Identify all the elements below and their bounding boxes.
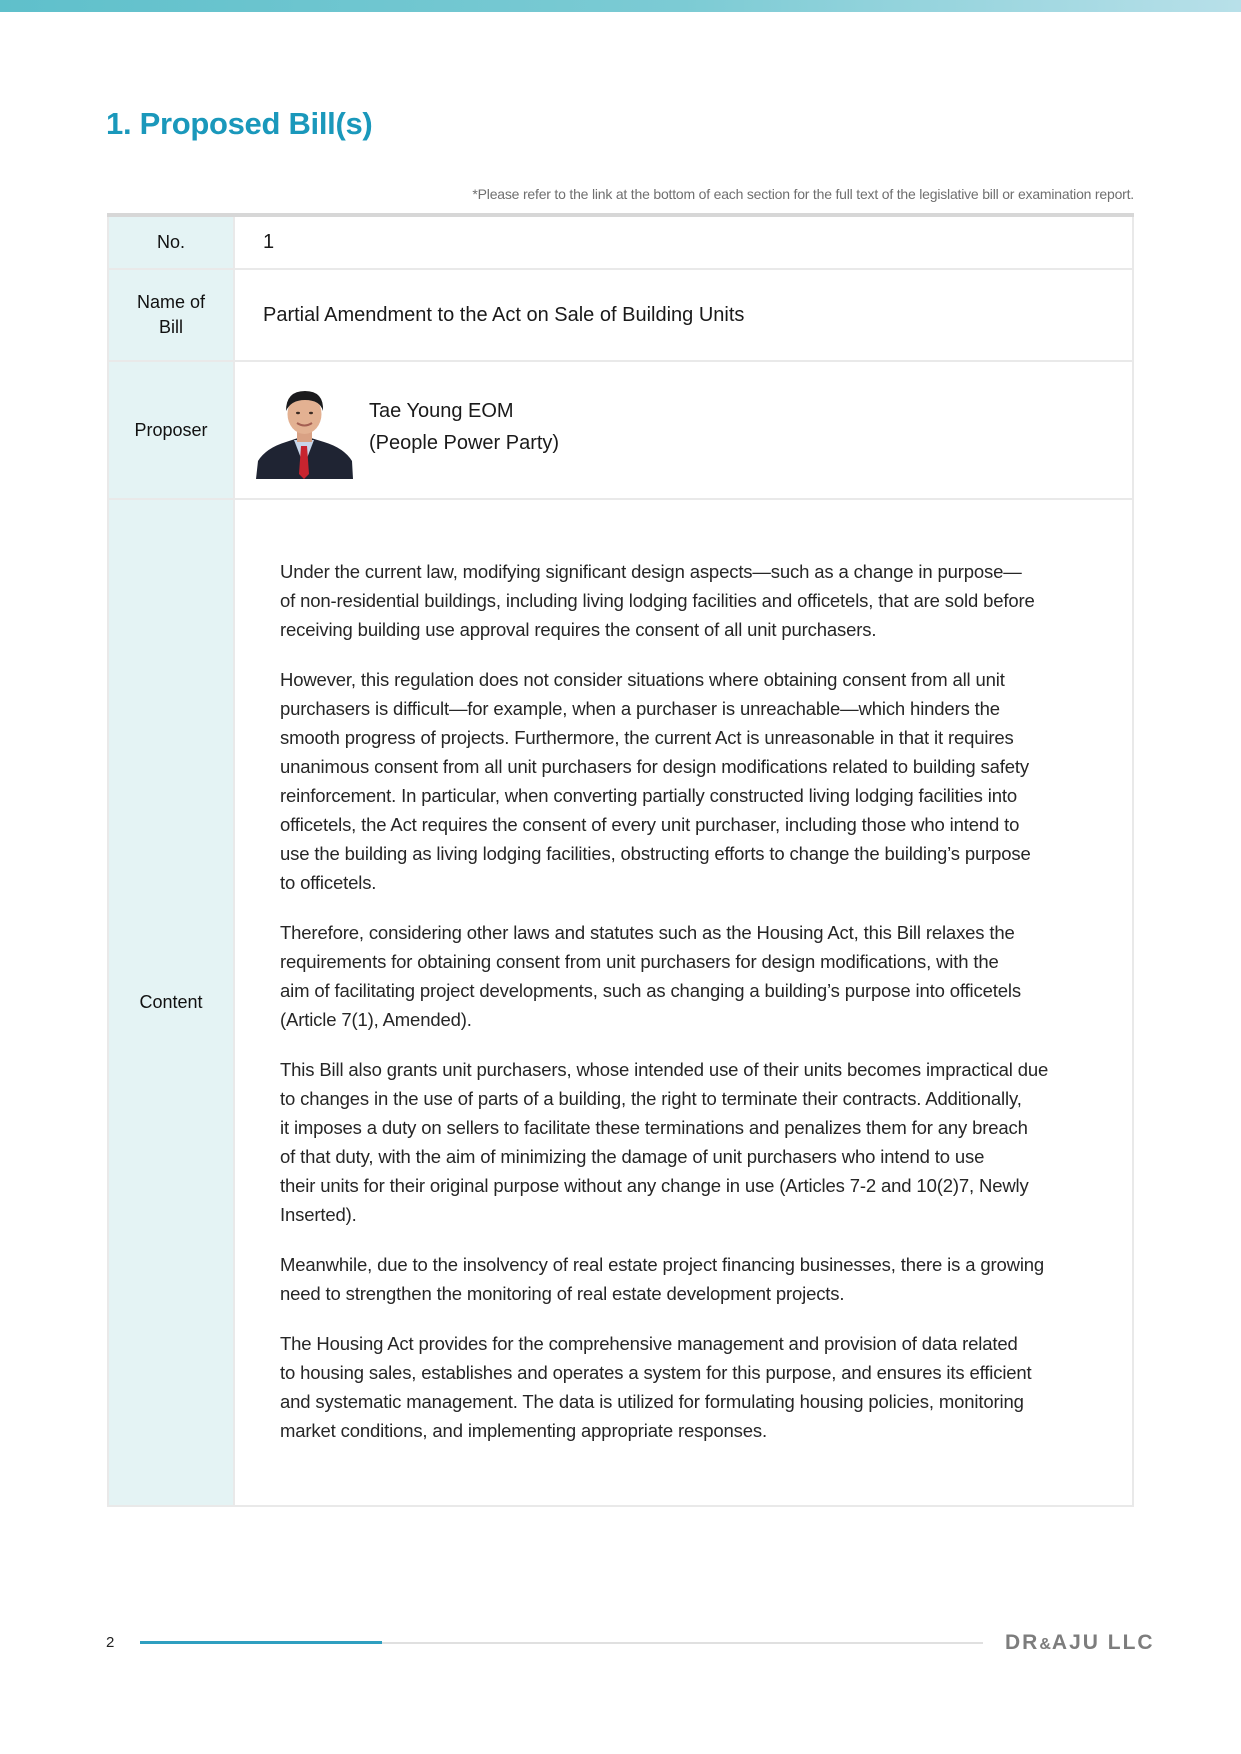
content-line: The Housing Act provides for the comprehensive management and provision of data related — [280, 1333, 1018, 1354]
reference-note: *Please refer to the link at the bottom of each section for the full text of the legislative bill or examination report. — [472, 186, 1134, 202]
content-line: need to strengthen the monitoring of real estate development projects. — [280, 1283, 845, 1304]
label-name-of-bill-line2: Bill — [158, 317, 183, 337]
content-body — [280, 557, 1048, 1466]
content-paragraph — [280, 557, 1048, 644]
content-line: their units for their original purpose without any change in use (Articles 7-2 and 10(2)7, Newly — [280, 1175, 1029, 1196]
proposer-party: (People Power Party) — [369, 432, 560, 454]
logo-text-aju: AJU LLC — [1051, 1631, 1155, 1654]
row-content — [107, 500, 1134, 1507]
content-line: unanimous consent from all unit purchasers for design modifications related to building safety — [280, 756, 1029, 777]
content-line: and systematic management. The data is utilized for formulating housing policies, monitoring — [280, 1391, 1024, 1412]
bill-table — [107, 213, 1134, 1507]
content-line: This Bill also grants unit purchasers, whose intended use of their units becomes impractical due — [280, 1059, 1049, 1080]
bill-number: 1 — [235, 217, 1134, 268]
label-content: Content — [107, 500, 235, 1505]
content-line: receiving building use approval requires the consent of all unit purchasers. — [280, 619, 877, 640]
content-line: smooth progress of projects. Furthermore, the current Act is unreasonable in that it requires — [280, 727, 1014, 748]
content-line: it imposes a duty on sellers to facilitate these terminations and penalizes them for any breach — [280, 1117, 1028, 1138]
footer-progress-fill — [140, 1641, 382, 1644]
content-line: (Article 7(1), Amended). — [280, 1009, 472, 1030]
content-line: to officetels. — [280, 872, 377, 893]
proposer-photo — [256, 386, 353, 479]
content-line: of that duty, with the aim of minimizing the damage of unit purchasers who intend to use — [280, 1146, 985, 1167]
content-line: officetels, the Act requires the consent of every unit purchaser, including those who intend to — [280, 814, 1020, 835]
logo-ampersand: & — [1039, 1636, 1052, 1653]
label-name-of-bill — [107, 270, 235, 360]
proposer-text — [369, 395, 559, 459]
top-accent-bar — [0, 0, 1241, 12]
label-no: No. — [107, 217, 235, 268]
portrait-image — [256, 386, 353, 479]
bill-name-cell — [235, 270, 1134, 360]
content-line: to changes in the use of parts of a building, the right to terminate their contracts. Additionally, — [280, 1088, 1022, 1109]
content-line: Under the current law, modifying significant design aspects—such as a change in purpose— — [280, 561, 1022, 582]
proposer-cell — [235, 362, 1134, 498]
content-line: purchasers is difficult—for example, when a purchaser is unreachable—which hinders the — [280, 698, 1000, 719]
content-line: Inserted). — [280, 1204, 357, 1225]
row-number — [107, 217, 1134, 270]
row-bill-name — [107, 270, 1134, 362]
content-line: use the building as living lodging facilities, obstructing efforts to change the building’s purpose — [280, 843, 1031, 864]
content-paragraph — [280, 665, 1048, 897]
content-cell — [235, 500, 1134, 1505]
content-line: aim of facilitating project developments, such as changing a building’s purpose into officetels — [280, 980, 1021, 1001]
content-line: Meanwhile, due to the insolvency of real estate project financing businesses, there is a growing — [280, 1254, 1045, 1275]
content-paragraph — [280, 1329, 1048, 1445]
row-proposer — [107, 362, 1134, 500]
company-logo — [1005, 1631, 1155, 1655]
content-line: market conditions, and implementing appropriate responses. — [280, 1420, 767, 1441]
content-line: reinforcement. In particular, when converting partially constructed living lodging facilities into — [280, 785, 1017, 806]
proposer-name: Tae Young EOM — [369, 400, 514, 422]
page-title: 1. Proposed Bill(s) — [106, 106, 373, 141]
logo-text-dr: DR — [1005, 1631, 1040, 1654]
content-paragraph — [280, 1055, 1048, 1229]
content-line: Therefore, considering other laws and statutes such as the Housing Act, this Bill relaxes the — [280, 922, 1015, 943]
page-number: 2 — [106, 1634, 115, 1651]
label-name-of-bill-line1: Name of — [136, 292, 206, 312]
proposer-info — [263, 382, 559, 479]
bill-name: Partial Amendment to the Act on Sale of Building Units — [263, 303, 745, 326]
content-line: However, this regulation does not consider situations where obtaining consent from all unit — [280, 669, 1005, 690]
content-line: requirements for obtaining consent from unit purchasers for design modifications, with the — [280, 951, 999, 972]
content-paragraph — [280, 918, 1048, 1034]
content-line: of non-residential buildings, including living lodging facilities and officetels, that are sold before — [280, 590, 1035, 611]
label-proposer: Proposer — [107, 362, 235, 498]
content-line: to housing sales, establishes and operates a system for this purpose, and ensures its efficient — [280, 1362, 1032, 1383]
content-paragraph — [280, 1250, 1048, 1308]
